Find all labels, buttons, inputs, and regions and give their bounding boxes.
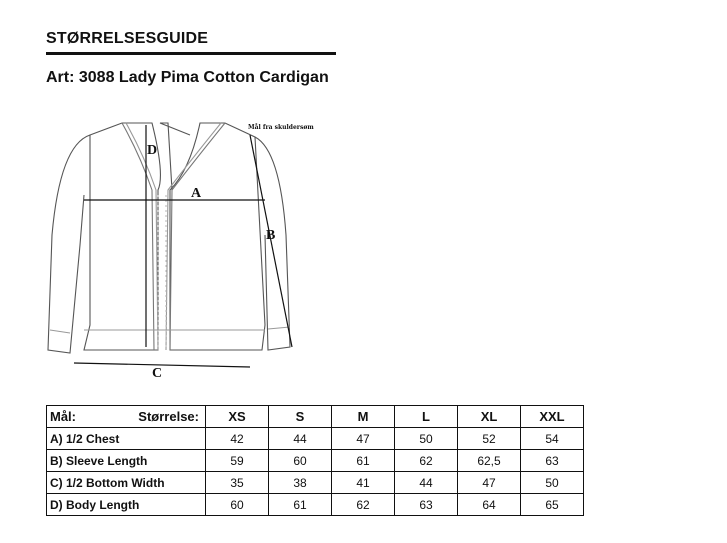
cell: 60 [206, 494, 269, 516]
cell: 38 [269, 472, 332, 494]
row-label: C) 1/2 Bottom Width [47, 472, 206, 494]
size-col: S [269, 406, 332, 428]
table-header-row [47, 406, 584, 428]
cell: 50 [521, 472, 584, 494]
cell: 62,5 [458, 450, 521, 472]
cell: 62 [395, 450, 458, 472]
label-A: A [191, 186, 202, 201]
cell: 41 [332, 472, 395, 494]
cell: 35 [206, 472, 269, 494]
title-underline [46, 52, 336, 55]
size-col: L [395, 406, 458, 428]
table-row [47, 450, 584, 472]
table-row [47, 428, 584, 450]
size-table [46, 405, 584, 516]
cell: 47 [332, 428, 395, 450]
label-D: D [147, 143, 158, 158]
size-header: Størrelse: [138, 409, 199, 424]
cell: 50 [395, 428, 458, 450]
size-col: M [332, 406, 395, 428]
size-col: XL [458, 406, 521, 428]
cell: 61 [269, 494, 332, 516]
cell: 65 [521, 494, 584, 516]
row-label: D) Body Length [47, 494, 206, 516]
article-title: Art: 3088 Lady Pima Cotton Cardigan [46, 69, 329, 86]
cell: 60 [269, 450, 332, 472]
cardigan-drawing [40, 115, 340, 385]
cell: 44 [269, 428, 332, 450]
table-corner [47, 406, 206, 428]
measure-header: Mål: [50, 409, 76, 424]
table-row [47, 494, 584, 516]
cell: 52 [458, 428, 521, 450]
cell: 54 [521, 428, 584, 450]
size-col: XXL [521, 406, 584, 428]
cell: 62 [332, 494, 395, 516]
cell: 59 [206, 450, 269, 472]
table-row [47, 472, 584, 494]
cell: 47 [458, 472, 521, 494]
cell: 61 [332, 450, 395, 472]
row-label: A) 1/2 Chest [47, 428, 206, 450]
row-label: B) Sleeve Length [47, 450, 206, 472]
page-title: STØRRELSESGUIDE [46, 30, 209, 47]
cell: 63 [395, 494, 458, 516]
size-col: XS [206, 406, 269, 428]
cell: 44 [395, 472, 458, 494]
label-C: C [152, 366, 163, 381]
cell: 63 [521, 450, 584, 472]
cell: 64 [458, 494, 521, 516]
measure-note: Mål fra skuldersøm [248, 124, 314, 131]
cell: 42 [206, 428, 269, 450]
label-B: B [266, 228, 276, 243]
